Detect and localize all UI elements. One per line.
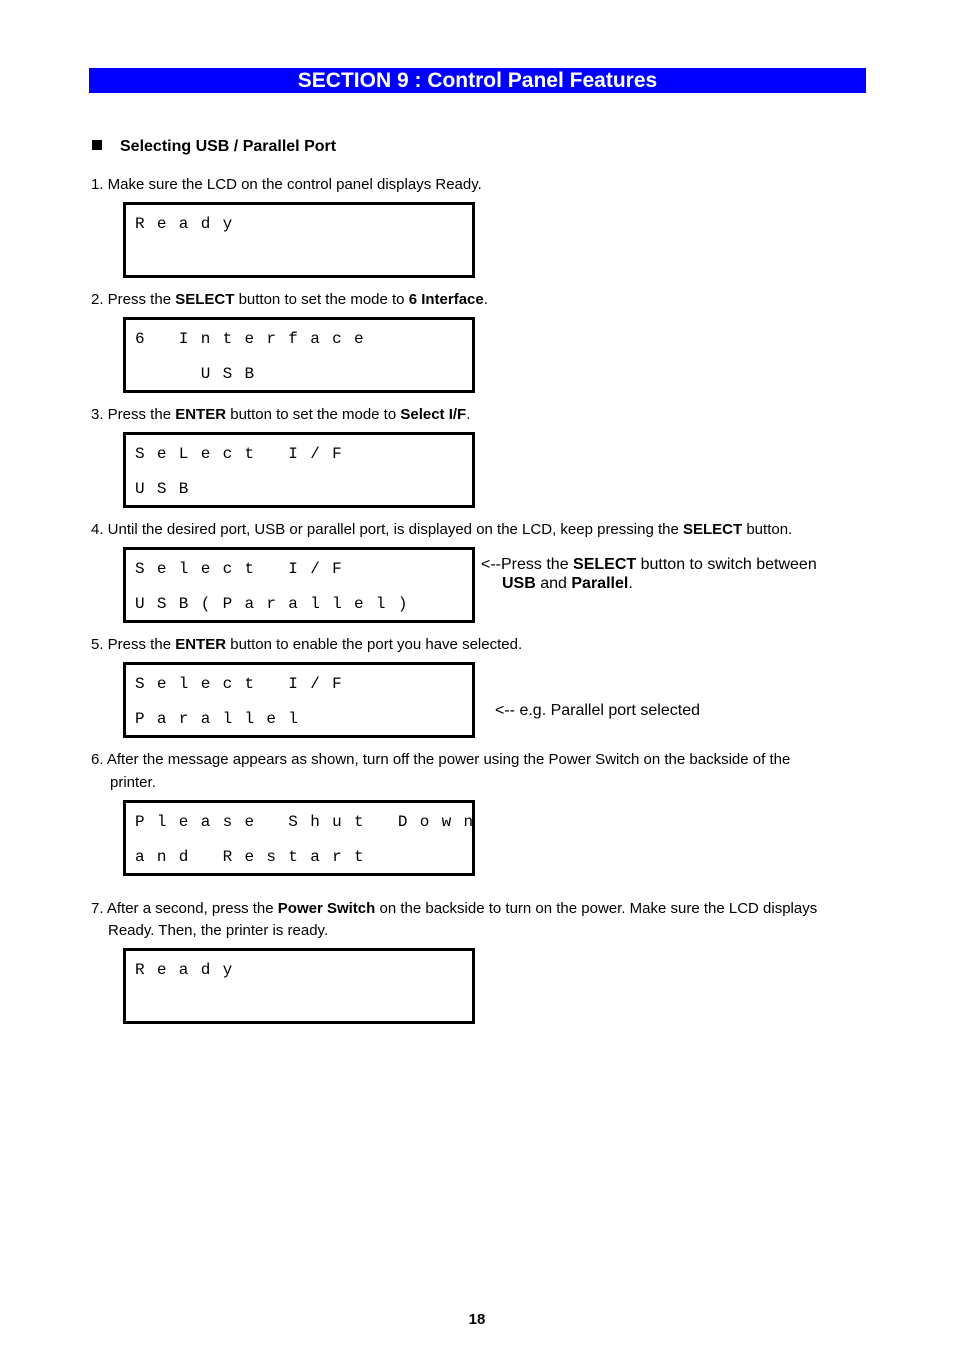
step-7-text-2: on the backside to turn on the power. Make sure the LCD displays (375, 900, 818, 917)
lcd-line-1: Select I/F (135, 675, 355, 693)
note-switch-port (481, 555, 817, 574)
step-4-text-2: button. (742, 521, 793, 538)
lcd-line-1: 6 Interface (135, 330, 376, 348)
lcd-line-2: USB (135, 365, 267, 383)
subheading (92, 137, 336, 157)
lcd-line-2: Parallel (135, 710, 311, 728)
note-period: . (628, 575, 633, 592)
subheading-text: Selecting USB / Parallel Port (120, 138, 337, 155)
lcd-line-1: Ready (135, 215, 245, 233)
step-5-text-2: button to enable the port you have selected. (226, 636, 523, 653)
lcd-display-1 (123, 202, 475, 278)
lcd-display-5 (123, 662, 475, 738)
lcd-line-2: USB (135, 480, 201, 498)
note-bold-parallel: Parallel (571, 575, 629, 592)
lcd-line-2: USB(Parallel) (135, 595, 420, 613)
page-number: 18 (468, 1311, 486, 1328)
step-6: 6. After the message appears as shown, turn off the power using the Power Switch on the backside of the (91, 751, 791, 768)
lcd-display-2 (123, 317, 475, 393)
lcd-line-1: Ready (135, 961, 245, 979)
square-bullet-icon (92, 140, 102, 150)
lcd-display-3 (123, 432, 475, 508)
lcd-display-7 (123, 948, 475, 1024)
step-4-text: 4. Until the desired port, USB or parallel port, is displayed on the LCD, keep pressing the (91, 521, 683, 538)
lcd-display-6 (123, 800, 486, 876)
lcd-display-4 (123, 547, 475, 623)
step-7-line-2: Ready. Then, the printer is ready. (108, 922, 329, 939)
step-2-text: 2. Press the (91, 291, 176, 308)
note-text-2: button to switch between (636, 556, 817, 573)
step-6-line-2: printer. (110, 774, 156, 791)
step-2-period: . (483, 291, 488, 308)
lcd-line-1: Select I/F (135, 560, 355, 578)
step-5-bold-enter: ENTER (175, 636, 227, 653)
step-3-period: . (466, 406, 471, 423)
step-1: 1. Make sure the LCD on the control panel displays Ready. (91, 176, 482, 193)
step-2 (91, 290, 488, 309)
note-bold-usb: USB (502, 575, 536, 592)
step-3-text-2: button to set the mode to (226, 406, 401, 423)
step-7 (91, 899, 817, 918)
note-text: <--Press the (481, 556, 574, 573)
step-7-text: 7. After a second, press the (91, 900, 278, 917)
step-3-bold-mode: Select I/F (400, 406, 467, 423)
step-5-text: 5. Press the (91, 636, 176, 653)
step-3-text: 3. Press the (91, 406, 176, 423)
step-7-bold-power-switch: Power Switch (277, 900, 376, 917)
lcd-line-2: and Restart (135, 848, 376, 866)
step-2-text-2: button to set the mode to (234, 291, 409, 308)
step-4-bold-select: SELECT (682, 521, 743, 538)
note-text-3: and (535, 575, 572, 592)
note-switch-port-line-2 (502, 574, 633, 593)
note-bold-select: SELECT (573, 556, 637, 573)
step-5 (91, 635, 522, 654)
lcd-line-1: SeLect I/F (135, 445, 355, 463)
note-parallel-selected: <-- e.g. Parallel port selected (495, 702, 700, 719)
step-3 (91, 405, 470, 424)
step-2-bold-mode: 6 Interface (408, 291, 484, 308)
step-4 (91, 520, 792, 539)
step-2-bold-select: SELECT (175, 291, 235, 308)
step-3-bold-enter: ENTER (175, 406, 227, 423)
lcd-line-1: Please Shut Down (135, 813, 486, 831)
section-title-banner: SECTION 9 : Control Panel Features (89, 68, 866, 93)
